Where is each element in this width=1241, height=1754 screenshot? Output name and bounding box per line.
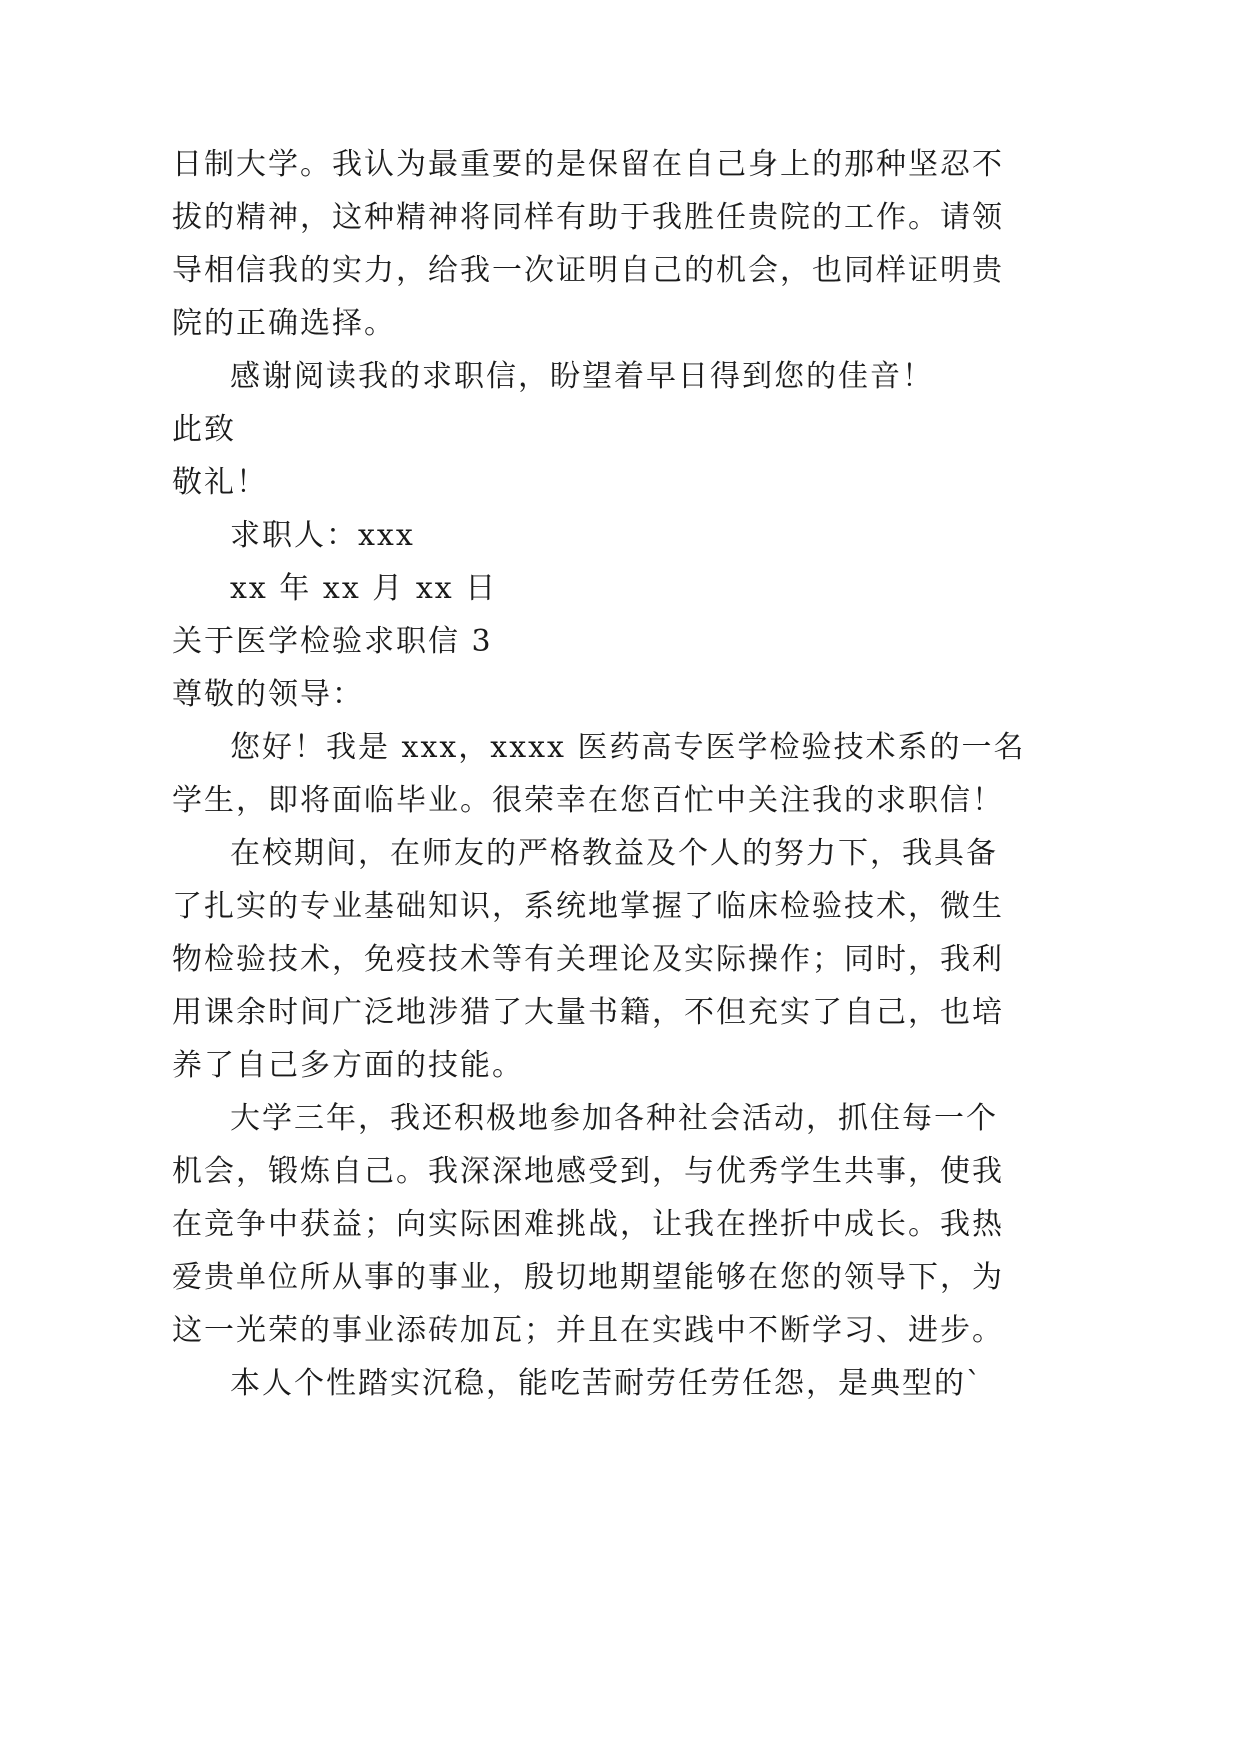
paragraph-line: 爱贵单位所从事的事业，殷切地期望能够在您的领导下，为	[172, 1260, 1004, 1295]
paragraph-line: 物检验技术，免疫技术等有关理论及实际操作；同时，我利	[172, 942, 1004, 977]
thanks-line: 感谢阅读我的求职信，盼望着早日得到您的佳音！	[230, 359, 934, 394]
signature-line: 求职人：xxx	[230, 518, 415, 553]
paragraph-line: 院的正确选择。	[172, 306, 396, 341]
letter-title: 关于医学检验求职信 3	[172, 624, 493, 659]
closing-line: 敬礼！	[172, 465, 268, 500]
paragraph-line: 日制大学。我认为最重要的是保留在自己身上的那种坚忍不	[172, 147, 1004, 182]
paragraph-line: 在竞争中获益；向实际困难挑战，让我在挫折中成长。我热	[172, 1207, 1004, 1242]
paragraph-line: 本人个性踏实沉稳，能吃苦耐劳任劳任怨，是典型的`	[230, 1366, 983, 1401]
paragraph-line: 机会，锻炼自己。我深深地感受到，与优秀学生共事，使我	[172, 1154, 1004, 1189]
date-line: xx 年 xx 月 xx 日	[230, 571, 498, 606]
paragraph-line: 养了自己多方面的技能。	[172, 1048, 524, 1083]
paragraph-line: 拔的精神，这种精神将同样有助于我胜任贵院的工作。请领	[172, 200, 1004, 235]
paragraph-line: 导相信我的实力，给我一次证明自己的机会，也同样证明贵	[172, 253, 1004, 288]
paragraph-line: 这一光荣的事业添砖加瓦；并且在实践中不断学习、进步。	[172, 1313, 1004, 1348]
paragraph-line: 大学三年，我还积极地参加各种社会活动，抓住每一个	[230, 1101, 998, 1136]
paragraph-line: 在校期间，在师友的严格教益及个人的努力下，我具备	[230, 836, 998, 871]
paragraph-line: 学生，即将面临毕业。很荣幸在您百忙中关注我的求职信！	[172, 783, 1004, 818]
paragraph-line: 您好！我是 xxx，xxxx 医药高专医学检验技术系的一名	[230, 730, 1026, 765]
paragraph-line: 了扎实的专业基础知识，系统地掌握了临床检验技术，微生	[172, 889, 1004, 924]
closing-line: 此致	[172, 412, 236, 447]
salutation: 尊敬的领导：	[172, 677, 364, 712]
paragraph-line: 用课余时间广泛地涉猎了大量书籍，不但充实了自己，也培	[172, 995, 1004, 1030]
